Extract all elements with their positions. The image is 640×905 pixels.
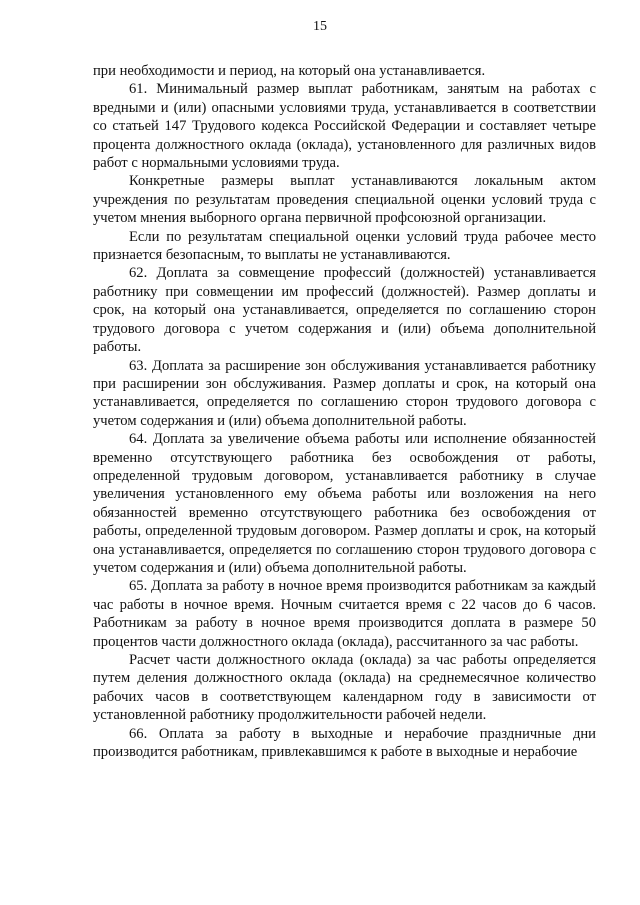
- paragraph-66: 66. Оплата за работу в выходные и нерабочие праздничные дни производится работникам, привлекавшимся к работе в выходные и нерабочие: [93, 725, 596, 761]
- paragraph-62: 62. Доплата за совмещение профессий (должностей) устанавливается работнику при совмещении им профессий (должностей). Размер доплаты и срок, на который она устанавливается, определяется по соглашению сторон трудового договора с учетом содержания и (или) объема дополнительной работы.: [93, 265, 596, 356]
- paragraph-65: 65. Доплата за работу в ночное время производится работникам за каждый час работы в ночное время. Ночным считается время с 22 часов до 6 часов. Работникам за работу в ночное время производится доплата в размере 50 процентов части должностного оклада (оклада), рассчитанного за час работы.: [93, 578, 596, 650]
- page-number: 15: [313, 19, 327, 34]
- document-body: [93, 62, 596, 761]
- paragraph-continuation: при необходимости и период, на который она устанавливается.: [93, 63, 486, 79]
- paragraph-61-safe-workplace: Если по результатам специальной оценки условий труда рабочее место признается безопасным, то выплаты не устанавливаются.: [93, 228, 596, 264]
- paragraph-63: 63. Доплата за расширение зон обслуживания устанавливается работнику при расширении зон обслуживания. Размер доплаты и срок, на который она устанавливается, определяется по соглашению сторон трудового договора с учетом содержания и (или) объема дополнительной работы.: [93, 357, 596, 429]
- paragraph-65-hourly-calculation: Расчет части должностного оклада (оклада) за час работы определяется путем деления должностного оклада (оклада) на среднемесячное количество рабочих часов в соответствующем календарном году в зависимости от установленной работнику продолжительности рабочей недели.: [93, 652, 596, 724]
- paragraph-64: 64. Доплата за увеличение объема работы или исполнение обязанностей временно отсутствующего работника без освобождения от работы, определенной трудовым договором, устанавливается работнику в случае увеличения установленного ему объема работы или возложения на него обязанностей временно отсутствующего работника без освобождения от работы, определенной трудовым договором. Размер доплаты и срок, на который она устанавливается, определяется по соглашению сторон трудового договора с учетом содержания и (или) объема дополнительной работы.: [93, 431, 596, 576]
- paragraph-61-specific-sizes: Конкретные размеры выплат устанавливаются локальным актом учреждения по результатам проведения специальной оценки условий труда с учетом мнения выборного органа первичной профсоюзной организации.: [93, 173, 596, 227]
- paragraph-61: 61. Минимальный размер выплат работникам, занятым на работах с вредными и (или) опасными условиями труда, устанавливается в соответствии со статьей 147 Трудового кодекса Российской Федерации и составляет четыре процента должностного оклада (оклада), установленного для различных видов работ с нормальными условиями труда.: [93, 81, 596, 172]
